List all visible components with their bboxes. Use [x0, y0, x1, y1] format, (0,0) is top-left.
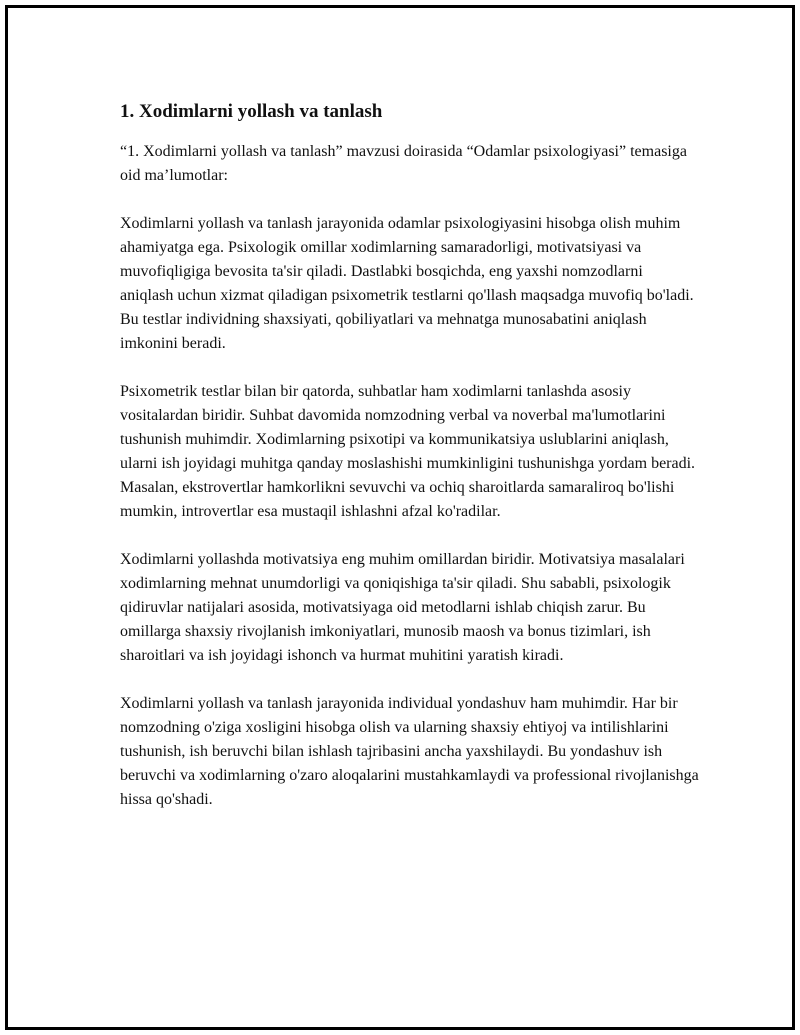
page-frame	[5, 5, 795, 1030]
document-body	[120, 96, 700, 836]
paragraph-motivation: Xodimlarni yollashda motivatsiya eng muhim omillardan biridir. Motivatsiya masalalari xodimlarning mehnat unumdorligi va qoniqishiga ta'sir qiladi. Shu sababli, psixologik qidiruvlar natijalari asosida, motivatsiyaga oid metodlarni ishlab chiqish zarur. Bu omillarga shaxsiy rivojlanish imkoniyatlari, munosib maosh va bonus tizimlari, ish sharoitlari va ish joyidagi ishonch va hurmat muhitini yaratish kiradi.	[120, 551, 685, 664]
section-heading: 1. Xodimlarni yollash va tanlash	[120, 101, 383, 122]
intro-paragraph: “1. Xodimlarni yollash va tanlash” mavzusi doirasida “Odamlar psixologiyasi” temasiga oid ma’lumotlar:	[120, 143, 687, 184]
paragraph-individual-approach: Xodimlarni yollash va tanlash jarayonida individual yondashuv ham muhimdir. Har bir nomzodning o'ziga xosligini hisobga olish va ularning shaxsiy ehtiyoj va intilishlarini tushunish, ish beruvchi bilan ishlash tajribasini ancha yaxshilaydi. Bu yondashuv ish beruvchi va xodimlarning o'zaro aloqalarini mustahkamlaydi va professional rivojlanishga hissa qo'shadi.	[120, 695, 699, 808]
paragraph-interviews: Psixometrik testlar bilan bir qatorda, suhbatlar ham xodimlarni tanlashda asosiy vositalardan biridir. Suhbat davomida nomzodning verbal va noverbal ma'lumotlarini tushunish muhimdir. Xodimlarning psixotipi va kommunikatsiya uslublarini aniqlash, ularni ish joyidagi muhitga qanday moslashishi mumkinligini tushunishga yordam beradi. Masalan, ekstrovertlar hamkorlikni sevuvchi va ochiq sharoitlarda samaraliroq bo'lishi mumkin, introvertlar esa mustaqil ishlashni afzal ko'radilar.	[120, 383, 696, 520]
paragraph-psychometric-tests: Xodimlarni yollash va tanlash jarayonida odamlar psixologiyasini hisobga olish muhim ahamiyatga ega. Psixologik omillar xodimlarning samaradorligi, motivatsiyasi va muvofiqligiga bevosita ta'sir qiladi. Dastlabki bosqichda, eng yaxshi nomzodlarni aniqlash uchun xizmat qiladigan psixometrik testlarni qo'llash maqsadga muvofiq bo'ladi. Bu testlar individning shaxsiyati, qobiliyatlari va mehnatga munosabatini aniqlash imkonini beradi.	[120, 215, 694, 352]
